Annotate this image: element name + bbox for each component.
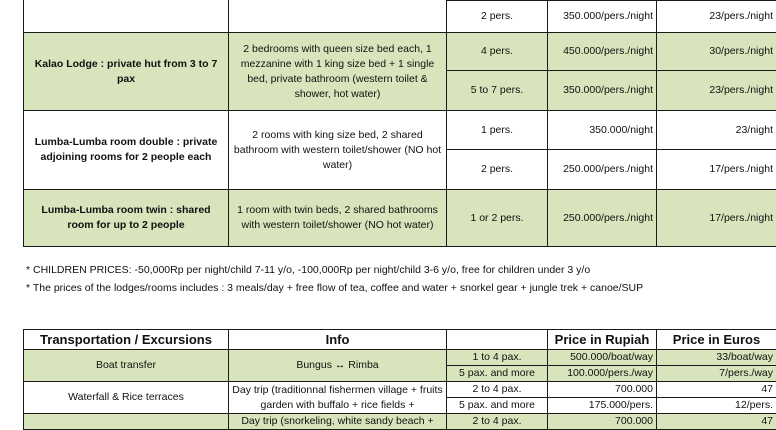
pax-cell: 2 to 4 pax. [447,414,548,430]
excursion-info: Day trip (snorkeling, white sandy beach + [229,414,447,430]
table-row [24,414,776,430]
rupiah-price-cell: 450.000/pers./night [548,33,657,71]
pax-cell: 1 or 2 pers. [447,190,548,247]
lodge-info: 2 bedrooms with queen size bed each, 1 mezzanine with 1 king size bed + 1 single bed, private bathroom (western toilet & shower, hot water) [229,33,447,111]
rupiah-price-cell: 350.000/pers./night [548,1,657,33]
euro-price-cell: 12/pers. [657,398,776,414]
pax-cell: 2 pers. [447,150,548,190]
table-row [24,382,776,398]
rupiah-price-cell: 250.000/pers./night [548,190,657,247]
lodges-price-table [23,0,776,247]
pax-cell: 1 pers. [447,111,548,150]
lodge-name: Kalao Lodge : private hut from 3 to 7 pax [24,33,229,111]
rupiah-price-cell: 500.000/boat/way [548,350,657,366]
euro-price-cell: 7/pers./way [657,366,776,382]
rupiah-price-cell: 350.000/night [548,111,657,150]
pax-cell: 5 pax. and more [447,398,548,414]
table-row [24,111,776,150]
euro-price-cell: 33/boat/way [657,350,776,366]
rupiah-price-cell: 100.000/pers./way [548,366,657,382]
column-header-rupiah: Price in Rupiah [548,330,657,350]
transport-excursions-table [23,329,776,430]
euro-price-cell: 23/pers./night [657,1,776,33]
euro-price-cell: 17/pers./night [657,190,776,247]
table-header-row [24,330,776,350]
rupiah-price-cell: 175.000/pers. [548,398,657,414]
lodge-name [24,0,229,33]
column-header-info: Info [229,330,447,350]
pax-cell: 5 to 7 pers. [447,71,548,111]
euro-price-cell: 47 [657,382,776,398]
euro-price-cell: 47 [657,414,776,430]
lodge-name: Lumba-Lumba room double : private adjoining rooms for 2 people each [24,111,229,190]
pax-cell: 4 pers. [447,33,548,71]
rupiah-price-cell: 350.000/pers./night [548,71,657,111]
pax-cell: 5 pax. and more [447,366,548,382]
children-prices-note: * CHILDREN PRICES: -50,000Rp per night/child 7-11 y/o, -100,000Rp per night/child 3-6 y/o, free for children under 3 y/o [26,264,590,276]
euro-price-cell: 23/night [657,111,776,150]
euro-price-cell: 23/pers./night [657,71,776,111]
lodge-info: 1 room with twin beds, 2 shared bathrooms with western toilet/shower (NO hot water) [229,190,447,247]
euro-price-cell: 30/pers./night [657,33,776,71]
excursion-info: Day trip (traditionnal fishermen village + fruits garden with buffalo + rice fields + [229,382,447,414]
pax-cell: 2 to 4 pax. [447,382,548,398]
pax-cell: 2 pers. [447,1,548,33]
excursion-info: Bungus ↔ Rimba [229,350,447,382]
table-row [24,33,776,71]
prices-include-note: * The prices of the lodges/rooms includes : 3 meals/day + free flow of tea, coffee and water + snorkel gear + jungle trek + canoe/SUP [26,282,643,294]
lodge-info: 2 rooms with king size bed, 2 shared bathroom with western toilet/shower (NO hot water) [229,111,447,190]
rupiah-price-cell: 700.000 [548,414,657,430]
column-header-transport: Transportation / Excursions [24,330,229,350]
column-header-euro: Price in Euros [657,330,776,350]
excursion-name: Waterfall & Rice terraces [24,382,229,414]
table-row [24,190,776,247]
table-row [24,350,776,366]
lodge-name: Lumba-Lumba room twin : shared room for up to 2 people [24,190,229,247]
lodge-info [229,0,447,33]
excursion-name [24,414,229,430]
rupiah-price-cell: 700.000 [548,382,657,398]
excursion-name: Boat transfer [24,350,229,382]
euro-price-cell: 17/pers./night [657,150,776,190]
column-header-pax [447,330,548,350]
rupiah-price-cell: 250.000/pers./night [548,150,657,190]
pax-cell: 1 to 4 pax. [447,350,548,366]
